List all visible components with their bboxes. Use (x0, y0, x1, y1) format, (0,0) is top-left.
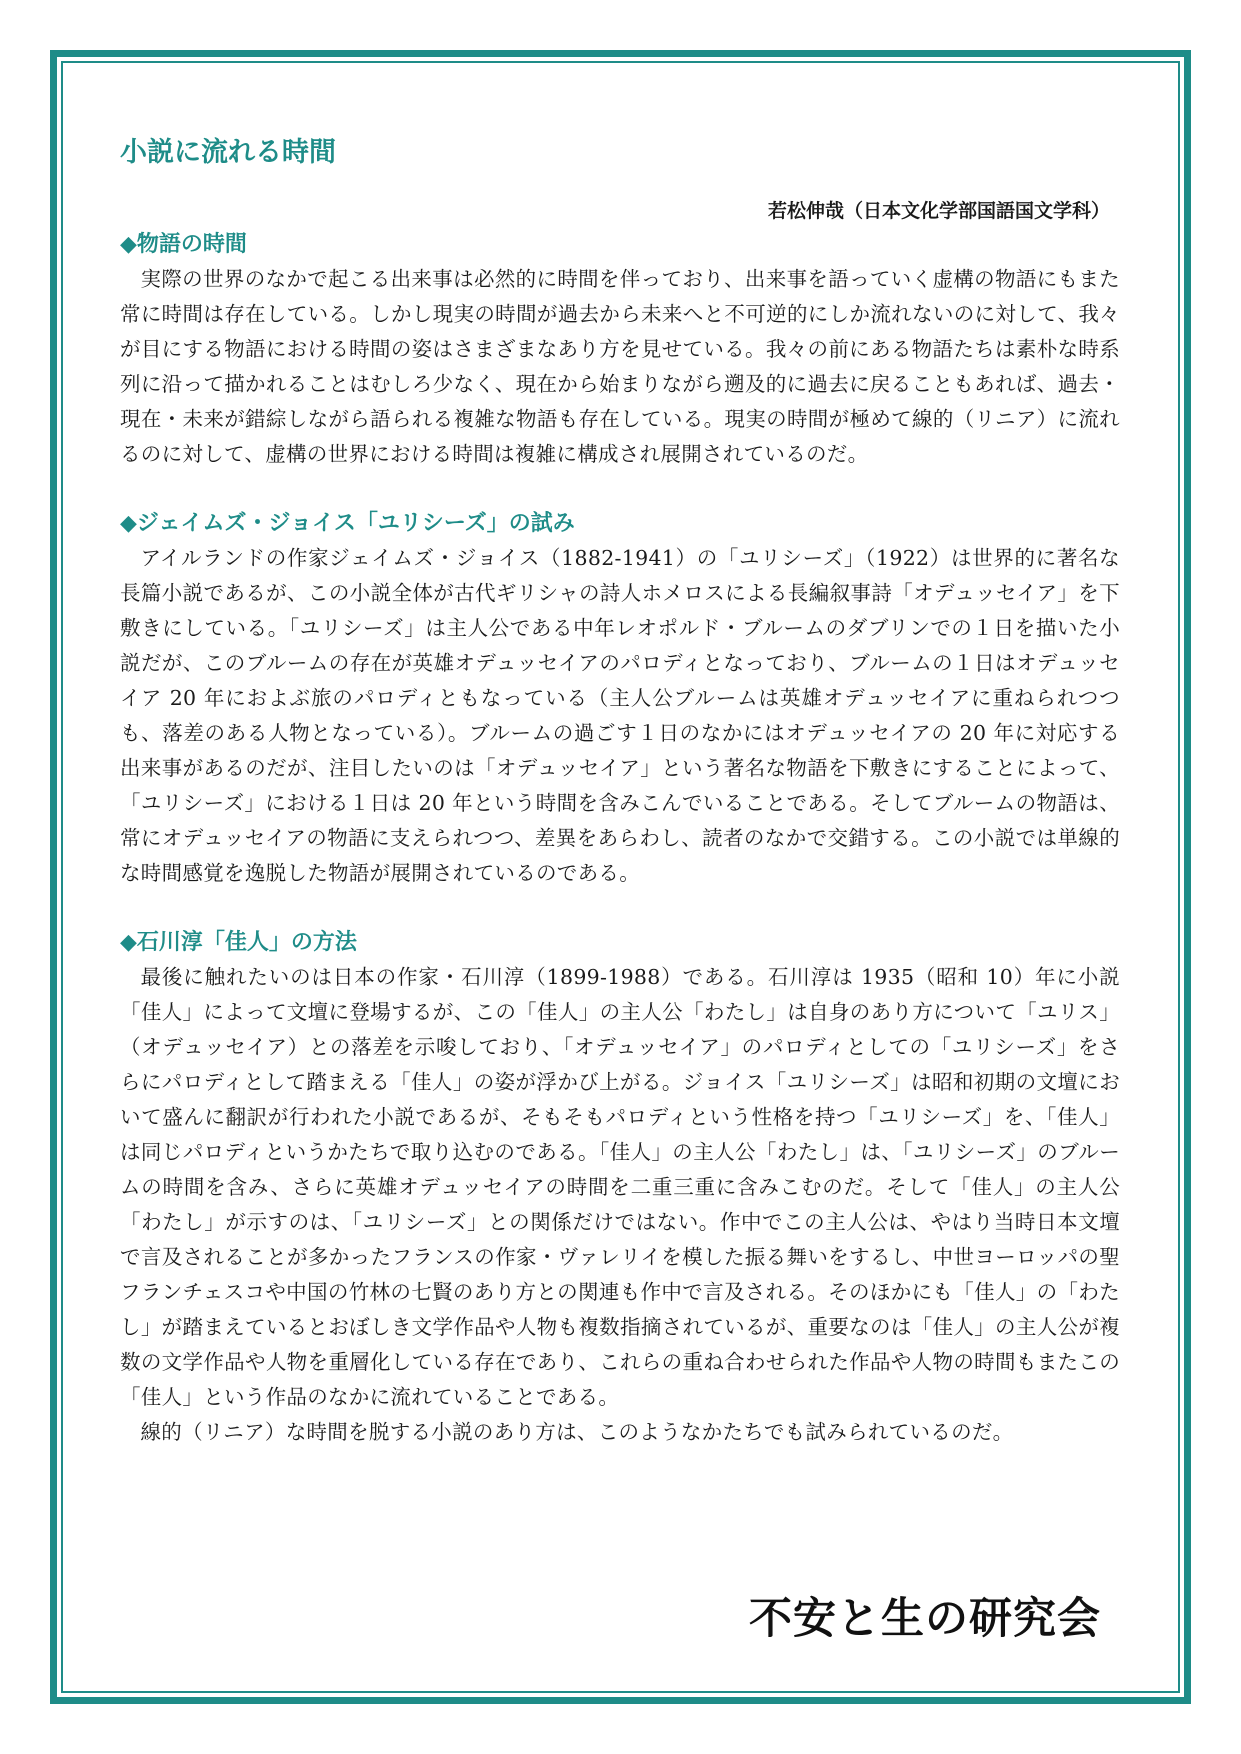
section-joyce (120, 507, 1120, 891)
document-body (120, 130, 1120, 1450)
section-heading: ◆ジェイムズ・ジョイス「ユリシーズ」の試み (120, 511, 575, 536)
footer-logo: 不安と生の研究会 (749, 1594, 1101, 1644)
section-ishikawa (120, 926, 1120, 1450)
section-heading: ◆物語の時間 (120, 232, 247, 257)
paragraph: アイルランドの作家ジェイムズ・ジョイス（1882-1941）の「ユリシーズ」（1922）は世界的に著名な長篇小説であるが、この小説全体が古代ギリシャの詩人ホメロスによる長編叙事詩「オデュッセイア」を下敷きにしている。「ユリシーズ」は主人公である中年レオポルド・ブルームのダブリンでの１日を描いた小説だが、このブルームの存在が英雄オデュッセイアのパロディとなっており、ブルームの１日はオデュッセイア 20 年におよぶ旅のパロディともなっている（主人公ブルームは英雄オデュッセイアに重ねられつつも、落差のある人物となっている）。ブルームの過ごす１日のなかにはオデュッセイアの 20 年に対応する出来事があるのだが、注目したいのは「オデュッセイア」という著名な物語を下敷きにすることによって、「ユリシーズ」における１日は 20 年という時間を含みこんでいることである。そしてブルームの物語は、常にオデュッセイアの物語に支えられつつ、差異をあらわし、読者のなかで交錯する。この小説では単線的な時間感覚を逸脱した物語が展開されているのである。 (120, 546, 1120, 885)
paragraph: 実際の世界のなかで起こる出来事は必然的に時間を伴っており、出来事を語っていく虚構の物語にもまた常に時間は存在している。しかし現実の時間が過去から未来へと不可逆的にしか流れないのに対して、我々が目にする物語における時間の姿はさまざまなあり方を見せている。我々の前にある物語たちは素朴な時系列に沿って描かれることはむしろ少なく、現在から始まりながら遡及的に過去に戻ることもあれば、過去・現在・未来が錯綜しながら語られる複雑な物語も存在している。現実の時間が極めて線的（リニア）に流れるのに対して、虚構の世界における時間は複雑に構成され展開されているのだ。 (120, 267, 1120, 466)
document-title: 小説に流れる時間 (120, 137, 336, 168)
author-line: 若松伸哉（日本文化学部国語国文学科） (767, 200, 1110, 222)
paragraph: 線的（リニア）な時間を脱する小説のあり方は、このようなかたちでも試みられているのだ。 (140, 1420, 1014, 1444)
section-monogatari (120, 228, 1120, 472)
paragraph: 最後に触れたいのは日本の作家・石川淳（1899-1988）である。石川淳は 1935（昭和 10）年に小説「佳人」によって文壇に登場するが、この「佳人」の主人公「わたし」は自身のあり方について「ユリス」（オデュッセイア）との落差を示唆しており、「オデュッセイア」のパロディとしての「ユリシーズ」をさらにパロディとして踏まえる「佳人」の姿が浮かび上がる。ジョイス「ユリシーズ」は昭和初期の文壇において盛んに翻訳が行われた小説であるが、そもそもパロディという性格を持つ「ユリシーズ」を、「佳人」は同じパロディというかたちで取り込むのである。「佳人」の主人公「わたし」は、「ユリシーズ」のブルームの時間を含み、さらに英雄オデュッセイアの時間を二重三重に含みこむのだ。そして「佳人」の主人公「わたし」が示すのは、「ユリシーズ」との関係だけではない。作中でこの主人公は、やはり当時日本文壇で言及されることが多かったフランスの作家・ヴァレリイを模した振る舞いをするし、中世ヨーロッパの聖フランチェスコや中国の竹林の七賢のあり方との関連も作中で言及される。そのほかにも「佳人」の「わたし」が踏まえているとおぼしき文学作品や人物も複数指摘されているが、重要なのは「佳人」の主人公が複数の文学作品や人物を重層化している存在であり、これらの重ね合わせられた作品や人物の時間もまたこの「佳人」という作品のなかに流れていることである。 (120, 965, 1120, 1409)
section-heading: ◆石川淳「佳人」の方法 (120, 930, 357, 955)
